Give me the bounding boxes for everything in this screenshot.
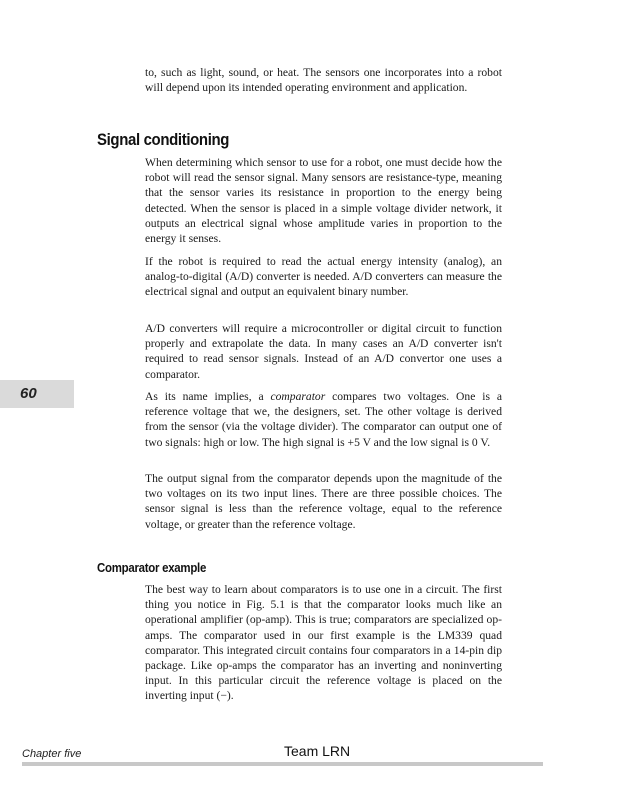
term-comparator: comparator xyxy=(270,390,326,403)
section1-body-4 xyxy=(145,389,502,450)
page-number-tab: 60 xyxy=(0,380,74,408)
section1-body xyxy=(145,155,502,246)
intro-paragraph xyxy=(145,65,502,95)
paragraph-1: When determining which sensor to use for a robot, one must decide how the robot will read the sensor signal. Many sensors are resistance-type, meaning that the sensor varies its resistance in proportion to the energy being detected. When the sensor is placed in a simple voltage divider network, it outputs an electrical signal whose amplitude varies in proportion to the energy it senses. xyxy=(145,156,502,246)
section1-body-3 xyxy=(145,321,502,382)
paragraph-6: The best way to learn about comparators is to use one in a circuit. The first thing you notice in Fig. 5.1 is that the comparator looks much like an operational amplifier (op-amp). This is true; comparators are specialized op-amps. The comparator used in our first example is the LM339 quad comparator. This integrated circuit contains four comparators in a 14-pin dip package. Like op-amps the comparator has an inverting and noninverting input. In this particular circuit the reference voltage is placed on the inverting input (−). xyxy=(145,583,502,703)
paragraph-4-post: compares two voltages. One is a reference voltage that we, the designers, set. The other voltage is derived from the sensor (via the voltage divider). The comparator can output one of two signals: high or low. The high signal is +5 V and the low signal is 0 V. xyxy=(145,390,502,449)
section2-body xyxy=(145,582,502,704)
chapter-label: Chapter five xyxy=(22,748,82,760)
paragraph-4-pre: As its name implies, a xyxy=(145,390,271,403)
paragraph-5: The output signal from the comparator depends upon the magnitude of the two voltages on its two input lines. There are three possible choices. The sensor signal is less than the reference voltage, equal to the reference voltage, or greater than the reference voltage. xyxy=(145,472,502,531)
paragraph-3: A/D converters will require a microcontroller or digital circuit to function properly and extrapolate the data. In many cases an A/D converter isn't required to read sensor signals. Instead of an A/D convertor one uses a comparator. xyxy=(145,322,502,381)
section-heading-signal-conditioning: Signal conditioning xyxy=(97,130,230,149)
paragraph-4 xyxy=(145,389,502,450)
section1-body-5 xyxy=(145,471,502,532)
section-heading-comparator-example: Comparator example xyxy=(97,560,207,575)
watermark-text: Team LRN xyxy=(284,743,351,759)
paragraph-2: If the robot is required to read the actual energy intensity (analog), an analog-to-digital (A/D) converter is needed. A/D converters can measure the electrical signal and output an equivalent binary number. xyxy=(145,255,502,299)
footer-rule xyxy=(22,762,543,766)
section1-body-2 xyxy=(145,254,502,300)
intro-text: to, such as light, sound, or heat. The sensors one incorporates into a robot will depend upon its intended operating environment and application. xyxy=(145,66,502,95)
